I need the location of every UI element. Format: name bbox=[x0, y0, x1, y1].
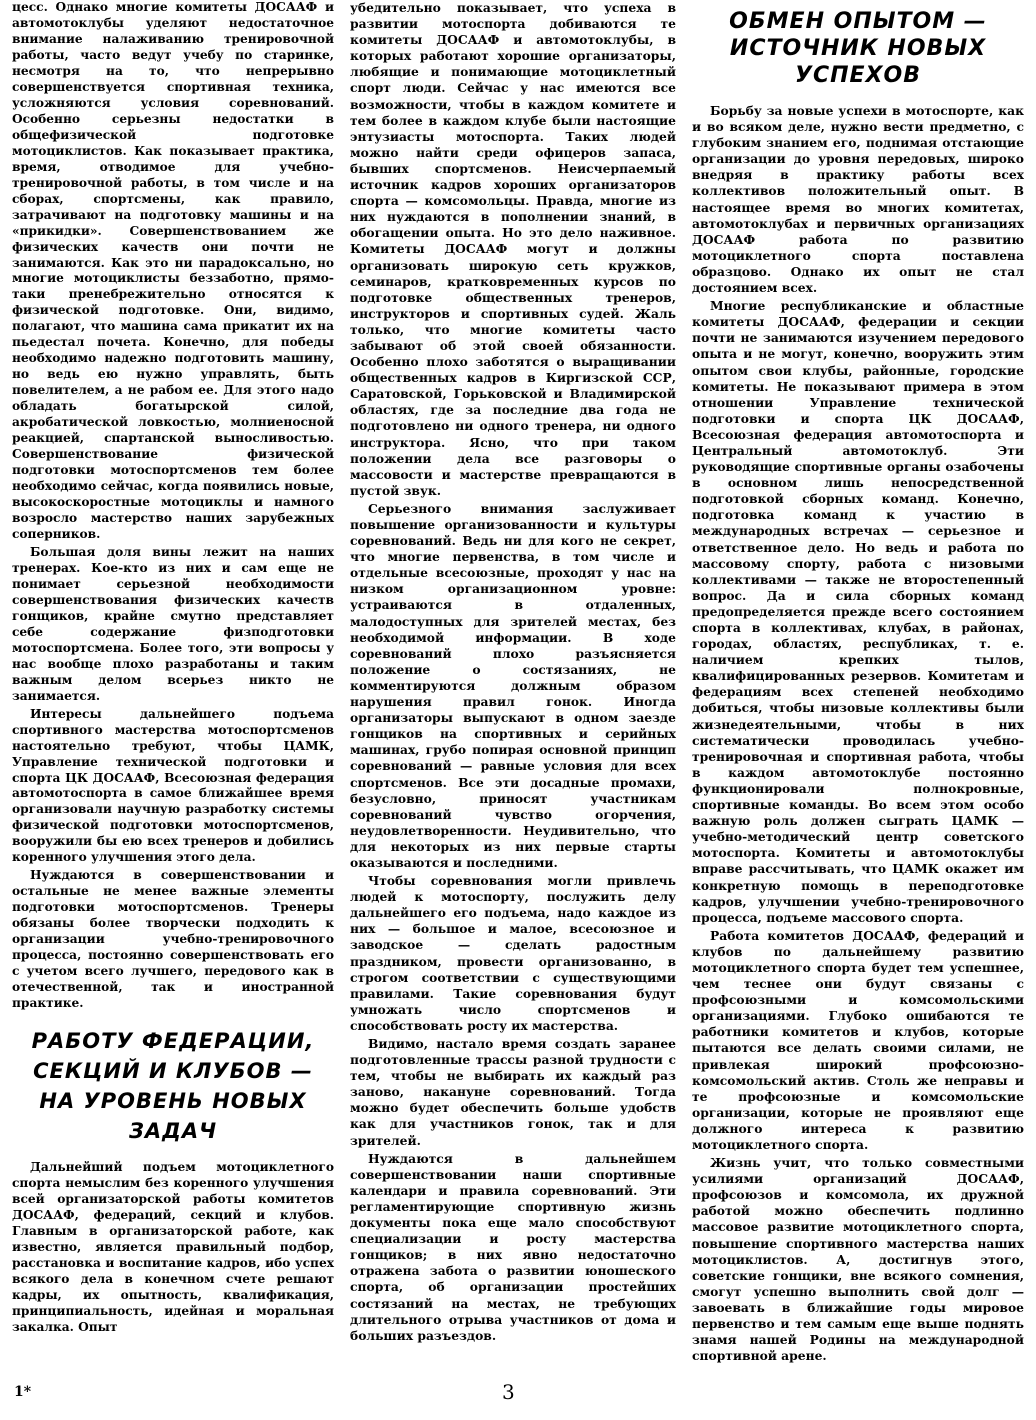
heading-line: ОБМЕН ОПЫТОМ — bbox=[729, 9, 987, 34]
page-number: 3 bbox=[502, 1380, 515, 1404]
paragraph: Борьбу за новые успехи в мотоспорте, как и во всяком деле, нужно вести предметно, с глубоким знанием его, поднимая отстающие организации до уровня передовых, широко внедряя в практику работы всех коллективов положительный опыт. В настоящее время во многих комитетах, автомотоклубах и первичных организациях ДОСААФ работа по развитию мотоциклетного спорта поставлена образцово. Однако их опыт не стал достоянием всех. bbox=[692, 103, 1024, 296]
paragraph: Многие республиканские и областные комитеты ДОСААФ, федерации и секции почти не занимаются изучением передового опыта и не могут, конечно, вооружить этим опытом свои клубы, районные, городские комитеты. Не показывают примера в этом отношении Управление технической подготовки и спорта ЦК ДОСААФ, Всесоюзная федерация автомотоспорта и Центральный автомотоклуб. Эти руководящие спортивные органы озабочены в основном лишь непосредственной подготовкой сборных команд. Конечно, подготовка команд к участию в международных встречах — серьезное и ответственное дело. Но ведь и работа по массовому спорту, работа с низовыми коллективами — также не второстепенный вопрос. Да и сила сборных команд предопределяется прежде всего состоянием спорта в коллективах, клубах, в районах, городах, областях, республиках, т. е. наличием крепких тылов, квалифицированных резервов. Комитетам и федерациям всех степеней необходимо добиться, чтобы низовые коллективы были жизнедеятельными, чтобы в них систематически проводилась учебно-тренировочная и спортивная работа, чтобы в каждом автомотоклубе постоянно функционировали полнокровные, спортивные команды. Во всем этом особо важную роль должен сыграть ЦАМК — учебно-методический центр советского мотоспорта. Комитеты и автомотоклубы вправе рассчитывать, что ЦАМК окажет им конкретную помощь в переподготовке кадров, улучшении учебно-тренировочного процесса, подъеме массового спорта. bbox=[692, 298, 1024, 925]
heading-line: УСПЕХОВ bbox=[795, 63, 921, 88]
paragraph: Большая доля вины лежит на наших тренерах. Кое-кто из них и сам еще не понимает серьезной необходимости совершенствования физических качеств гонщиков, крайне смутно представляет себе содержание физподготовки мотоспортсмена. Более того, эти вопросы у нас вообще плохо разработаны и таким важным делом всерьез никто не занимается. bbox=[12, 544, 334, 703]
paragraph: Нуждаются в дальнейшем совершенствовании наши спортивные календари и правила соревнований. Эти регламентирующие спортивную жизнь документы пока еще мало способствуют специализации и росту мастерства гонщиков; в них явно недостаточно отражена забота о развитии юношеского спорта, об организации простейших состязаний на местах, не требующих длительного отрыва участников от дома и больших разъездов. bbox=[350, 1150, 676, 1343]
heading-line: РАБОТУ ФЕДЕРАЦИИ, bbox=[31, 1029, 315, 1054]
paragraph: Видимо, настало время создать заранее подготовленные трассы разной трудности с тем, чтобы не выбирать их каждый раз заново, накануне соревнований. Тогда можно будет обеспечить больше удобств как для участников гонок, так и для зрителей. bbox=[350, 1036, 676, 1148]
text-column-left bbox=[12, 0, 334, 1336]
text-column-right bbox=[692, 0, 1024, 1364]
paragraph: Чтобы соревнования могли привлечь людей к мотоспорту, послужить делу дальнейшего его подъема, надо каждое из них — большое и малое, всесоюзное и заводское — сделать радостным праздником, провести организованно, в строгом соответствии с существующими правилами. Такие соревнования будут умножать число спортсменов и способствовать росту их мастерства. bbox=[350, 873, 676, 1033]
signature-mark: 1* bbox=[14, 1384, 32, 1400]
paragraph: цесс. Однако многие комитеты ДОСААФ и автомотоклубы уделяют недостаточное внимание налаживанию тренировочной работы, часто ведут учебу по старинке, несмотря на то, что непрерывно совершенствуется спортивная техника, усложняются условия соревнований. Особенно серьезны недостатки в общефизической подготовке мотоциклистов. Как показывает практика, время, отводимое для учебно-тренировочной работы, в том числе и на сборах, спортсмены, как правило, затрачивают на подготовку машины и на «прикидки». Совершенствованием же физических качеств они почти не занимаются. Как это ни парадоксально, но многие мотоциклисты беззаботно, прямо-таки пренебрежительно относятся к физической подготовке. Они, видимо, полагают, что машина сама прикатит их на пьедестал почета. Конечно, для победы необходимо надежно подготовить машину, но ведь ею нужно управлять, быть повелителем, а не рабом ее. Для этого надо обладать богатырской силой, акробатической ловкостью, молниеносной реакцией, спартанской выносливостью. Совершенствование физической подготовки мотоспортсменов тем более необходимо сейчас, когда появились новые, высокоскоростные мотоциклы и намного возросло мастерство наших зарубежных соперников. bbox=[12, 0, 334, 541]
heading-line: ИСТОЧНИК НОВЫХ bbox=[729, 36, 987, 61]
paragraph: Интересы дальнейшего подъема спортивного мастерства мотоспортсменов настоятельно требуют, чтобы ЦАМК, Управление технической подготовки и спорта ЦК ДОСААФ, Всесоюзная федерация автомотоспорта в самое ближайшее время организовали научную разработку системы физической подготовки мотоспортсменов, вооружили бы ею всех тренеров и добились коренного улучшения этого дела. bbox=[12, 706, 334, 865]
paragraph: Дальнейший подъем мотоциклетного спорта немыслим без коренного улучшения всей организаторской работы комитетов ДОСААФ, федераций, секций и клубов. Главным в организаторской работе, как известно, является правильный подбор, расстановка и воспитание кадров, ибо успех всякого дела в конечном счете решают кадры, их опытность, квалификация, принципиальность, идейная и моральная закалка. Опыт bbox=[12, 1160, 334, 1334]
section-heading-federations bbox=[12, 1026, 334, 1146]
paragraph: Жизнь учит, что только совместными усилиями организаций ДОСААФ, профсоюзов и комсомола, их дружной работой можно обеспечить подлинно массовое развитие мотоциклетного спорта, повышение спортивного мастерства наших мотоциклистов. А, достигнув этого, советские гонщики, вне всякого сомнения, смогут успешно выполнить свой долг — завоевать в ближайшие годы мировое первенство и тем самым еще выше поднять знамя нашей Родины на международной спортивной арене. bbox=[692, 1155, 1024, 1364]
heading-line: ЗАДАЧ bbox=[128, 1119, 218, 1144]
paragraph: убедительно показывает, что успеха в развитии мотоспорта добиваются те комитеты ДОСААФ и автомотоклубы, в которых работают хорошие организаторы, любящие и понимающие мотоциклетный спорт люди. Сейчас у нас имеются все возможности, чтобы в каждом комитете и тем более в каждом клубе были настоящие энтузиасты мотоспорта. Таких людей можно найти среди офицеров запаса, бывших спортсменов. Неисчерпаемый источник кадров хороших организаторов спорта — комсомольцы. Правда, многие из них нуждаются в пополнении знаний, в обогащении опыта. Но это дело наживное. Комитеты ДОСААФ могут и должны организовать широкую сеть кружков, семинаров, кратковременных курсов по подготовке общественных тренеров, инструкторов и спортивных судей. Жаль только, что многие комитеты часто забывают об этой своей обязанности. Особенно плохо заботятся о выращивании общественных кадров в Киргизской ССР, Саратовской, Горьковской и Владимирской областях, где за последние два года не подготовлено ни одного тренера, ни одного инструктора. Ясно, что при таком положении дела все разговоры о массовости и мастерстве превращаются в пустой звук. bbox=[350, 0, 676, 498]
paragraph: Серьезного внимания заслуживает повышение организованности и культуры соревнований. Ведь ни для кого не секрет, что многие первенства, в том числе и отдельные всесоюзные, проходят у нас на низком организационном уровне: устраиваются в отдаленных, малодоступных для зрителей местах, без необходимой информации. В ходе соревнований плохо разъясняется положение о состязаниях, не комментируются должным образом нарушения правил гонок. Иногда организаторы выпускают в одном заезде гонщиков на спортивных и серийных машинах, грубо попирая основной принцип соревнований — равные условия для всех спортсменов. Все эти досадные промахи, безусловно, приносят участникам соревнований чувство огорчения, неудовлетворенности. Неудивительно, что для некоторых из них первые старты оказываются и последними. bbox=[350, 500, 676, 870]
heading-line: СЕКЦИЙ И КЛУБОВ — bbox=[33, 1059, 313, 1084]
heading-line: НА УРОВЕНЬ НОВЫХ bbox=[39, 1089, 307, 1114]
paragraph: Работа комитетов ДОСААФ, федераций и клубов по дальнейшему развитию мотоциклетного спорта будет тем успешнее, чем теснее они будут связаны с профсоюзными и комсомольскими организациями. Глубоко ошибаются те работники комитетов и клубов, которые пытаются все делать своими силами, не привлекая широкий профсоюзно-комсомольский актив. Столь же неправы и те профсоюзные и комсомольские организации, которые не проявляют еще должного интереса к развитию мотоциклетного спорта. bbox=[692, 927, 1024, 1152]
text-column-middle bbox=[350, 0, 676, 1344]
paragraph: Нуждаются в совершенствовании и остальные не менее важные элементы подготовки мотоспортсменов. Тренеры обязаны более творчески подходить к организации учебно-тренировочного процесса, постоянно совершенствовать его с учетом всего лучшего, передового как в отечественной, так и иностранной практике. bbox=[12, 868, 334, 1011]
section-heading-experience-exchange bbox=[692, 8, 1024, 89]
